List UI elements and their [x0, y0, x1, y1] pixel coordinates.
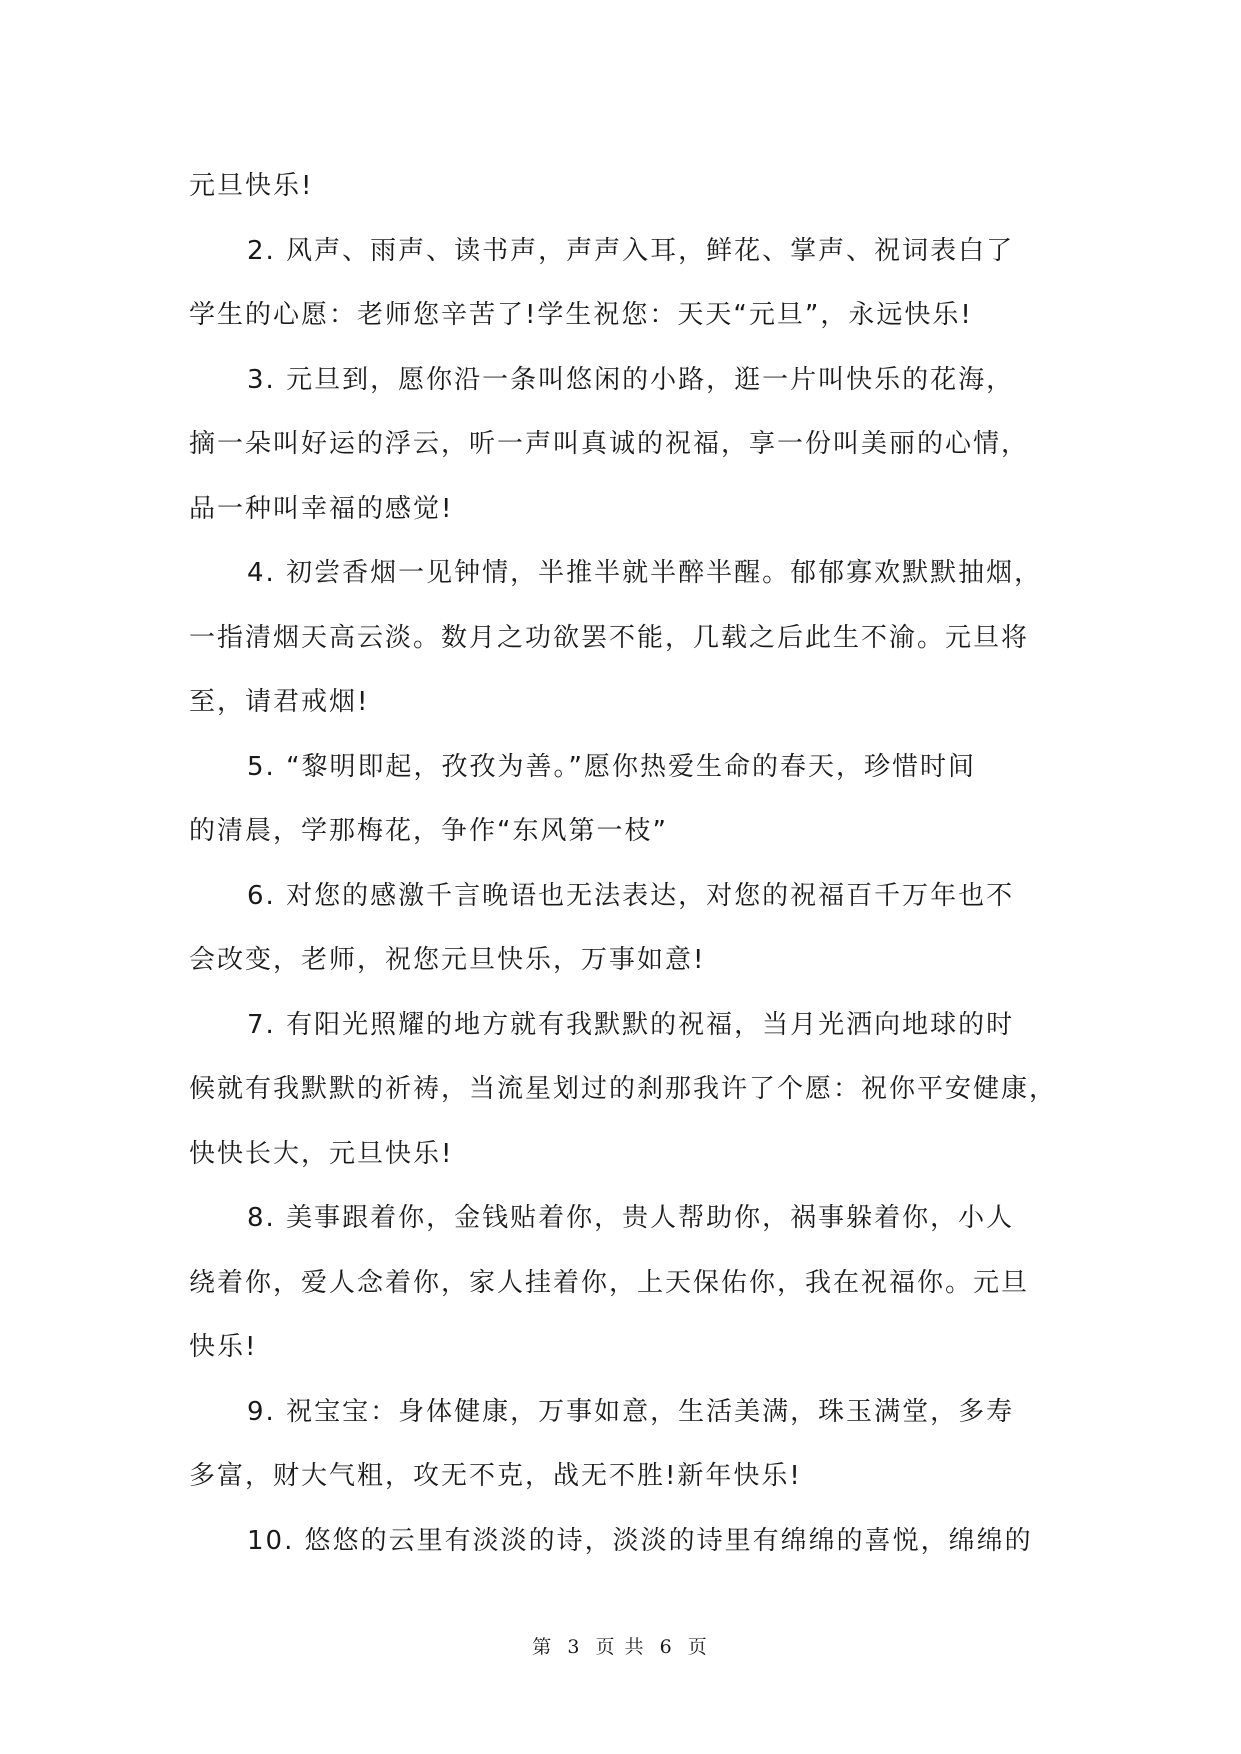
text-line: 9. 祝宝宝：身体健康，万事如意，生活美满，珠玉满堂，多寿: [247, 1396, 1015, 1427]
text-line: 会改变，老师，祝您元旦快乐，万事如意!: [189, 945, 706, 975]
text-line: 至，请君戒烟!: [189, 687, 370, 717]
text-line: 摘一朵叫好运的浮云，听一声叫真诚的祝福，享一份叫美丽的心情，: [189, 429, 1030, 459]
text-line: 6. 对您的感激千言晚语也无法表达，对您的祝福百千万年也不: [247, 880, 1015, 911]
total-page-count: 6: [659, 1636, 674, 1658]
text-line: 5. “黎明即起，孜孜为善。”愿你热爱生命的春天，珍惜时间: [247, 751, 977, 782]
text-line: 元旦快乐!: [189, 171, 314, 201]
footer-middle: 页 共: [595, 1636, 646, 1658]
text-line: 多富，财大气粗，攻无不克，战无不胜!新年快乐!: [189, 1461, 802, 1491]
text-line: 的清晨，学那梅花，争作“东风第一枝”: [189, 816, 668, 846]
text-line: 绕着你，爱人念着你，家人挂着你，上天保佑你，我在祝福你。元旦: [189, 1267, 1030, 1298]
footer-prefix: 第: [532, 1636, 554, 1658]
text-line: 学生的心愿：老师您辛苦了!学生祝您：天天“元旦”，永远快乐!: [189, 300, 973, 330]
text-line: 2. 风声、雨声、读书声，声声入耳，鲜花、掌声、祝词表白了: [247, 235, 1015, 266]
current-page-number: 3: [567, 1636, 582, 1658]
text-line: 快快长大，元旦快乐!: [189, 1138, 454, 1169]
text-line: 一指清烟天高云淡。数月之功欲罢不能，几载之后此生不渝。元旦将: [189, 622, 1030, 653]
text-line: 品一种叫幸福的感觉!: [189, 493, 454, 524]
text-line: 候就有我默默的祈祷，当流星划过的刹那我许了个愿：祝你平安健康，: [189, 1074, 1058, 1104]
footer-suffix: 页: [687, 1636, 709, 1658]
text-line: 3. 元旦到，愿你沿一条叫悠闲的小路，逛一片叫快乐的花海，: [247, 364, 1015, 395]
document-body: [189, 154, 1058, 1573]
text-line: 7. 有阳光照耀的地方就有我默默的祝福，当月光洒向地球的时: [247, 1009, 1015, 1040]
text-line: 10. 悠悠的云里有淡淡的诗，淡淡的诗里有绵绵的喜悦，绵绵的: [247, 1525, 1033, 1556]
text-line: 4. 初尝香烟一见钟情，半推半就半醉半醒。郁郁寡欢默默抽烟，: [247, 558, 1043, 588]
text-line: 8. 美事跟着你，金钱贴着你，贵人帮助你，祸事躲着你，小人: [247, 1203, 1015, 1233]
page-footer: [0, 1632, 1241, 1659]
text-line: 快乐!: [189, 1332, 258, 1362]
